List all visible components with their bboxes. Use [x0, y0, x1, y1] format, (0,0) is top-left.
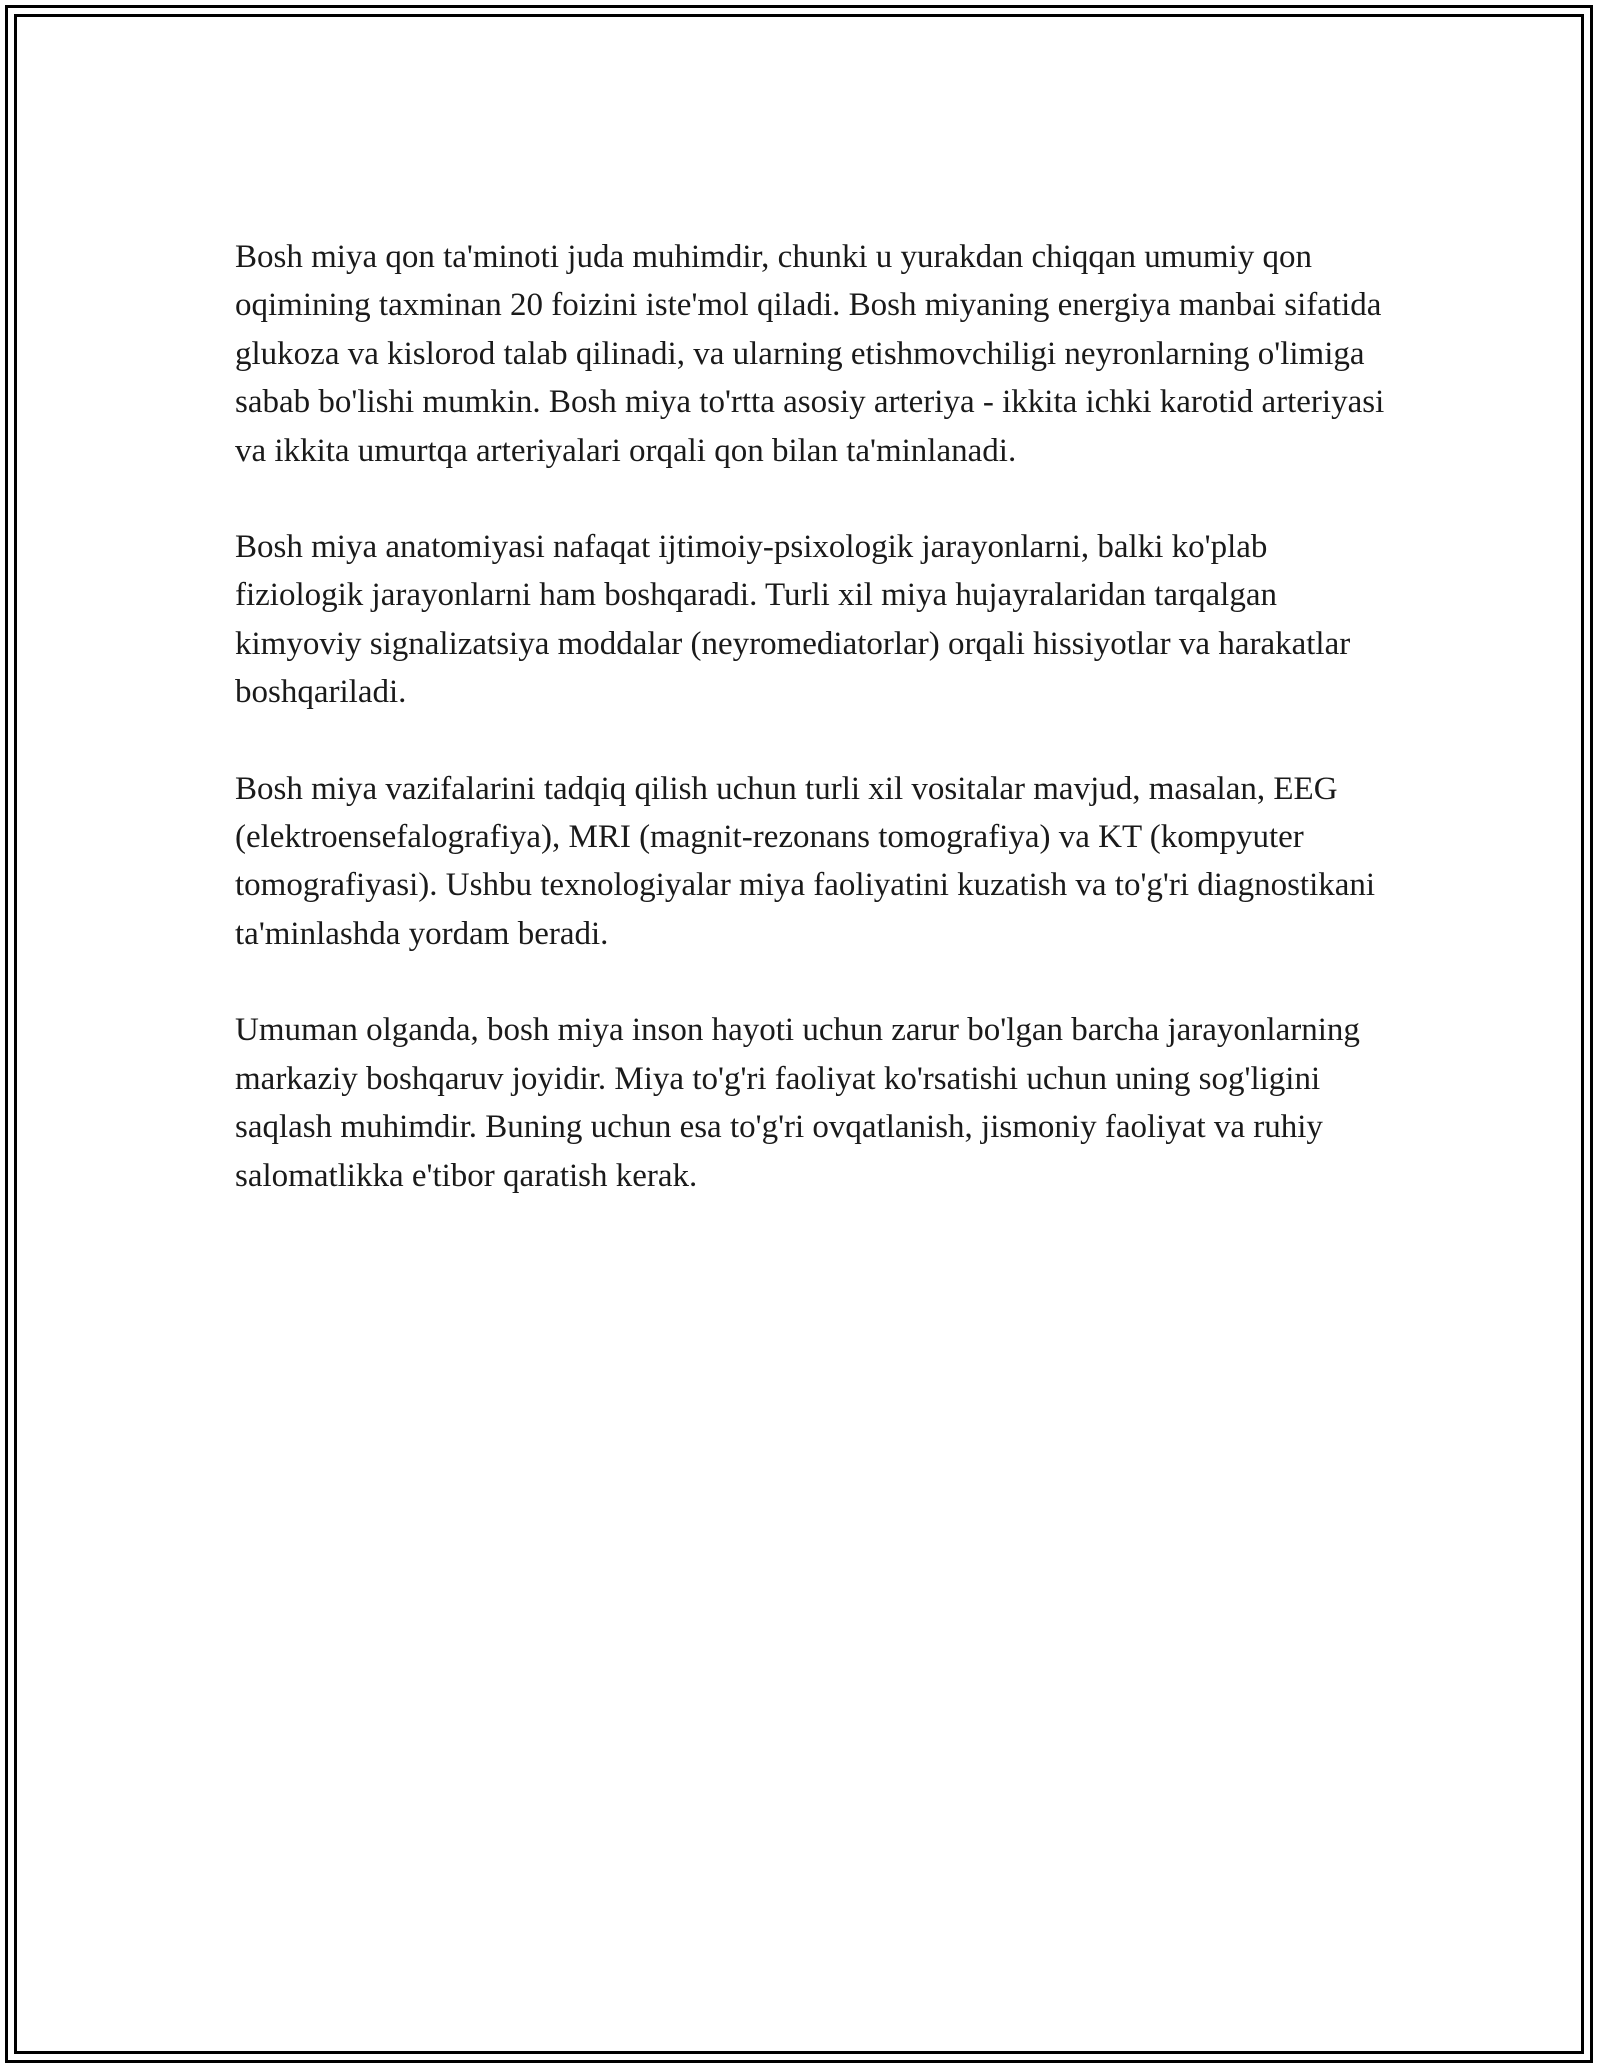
- paragraph-3: Bosh miya vazifalarini tadqiq qilish uchun turli xil vositalar mavjud, masalan, EEG (elektroensefalografiya), MRI (magnit-rezonans tomografiya) va KT (kompyuter tomografiyasi). Ushbu texnologiyalar miya faoliyatini kuzatish va to'g'ri diagnostikani ta'minlashda yordam beradi.: [235, 770, 1376, 952]
- paragraph-2: Bosh miya anatomiyasi nafaqat ijtimoiy-psixologik jarayonlarni, balki ko'plab fiziologik jarayonlarni ham boshqaradi. Turli xil miya hujayralaridan tarqalgan kimyoviy signalizatsiya moddalar (neyromediatorlar) orqali hissiyotlar va harakatlar boshqariladi.: [235, 529, 1351, 711]
- document-body: [235, 233, 1395, 1248]
- paragraph-4: Umuman olganda, bosh miya inson hayoti uchun zarur bo'lgan barcha jarayonlarning markaziy boshqaruv joyidir. Miya to'g'ri faoliyat ko'rsatishi uchun uning sog'ligini saqlash muhimdir. Buning uchun esa to'g'ri ovqatlanish, jismoniy faoliyat va ruhiy salomatlikka e'tibor qaratish kerak.: [235, 1012, 1360, 1194]
- paragraph-1: Bosh miya qon ta'minoti juda muhimdir, chunki u yurakdan chiqqan umumiy qon oqimining taxminan 20 foizini iste'mol qiladi. Bosh miyaning energiya manbai sifatida glukoza va kislorod talab qilinadi, va ularning etishmovchiligi neyronlarning o'limiga sabab bo'lishi mumkin. Bosh miya to'rtta asosiy arteriya - ikkita ichki karotid arteriyasi va ikkita umurtqa arteriyalari orqali qon bilan ta'minlanadi.: [235, 239, 1385, 469]
